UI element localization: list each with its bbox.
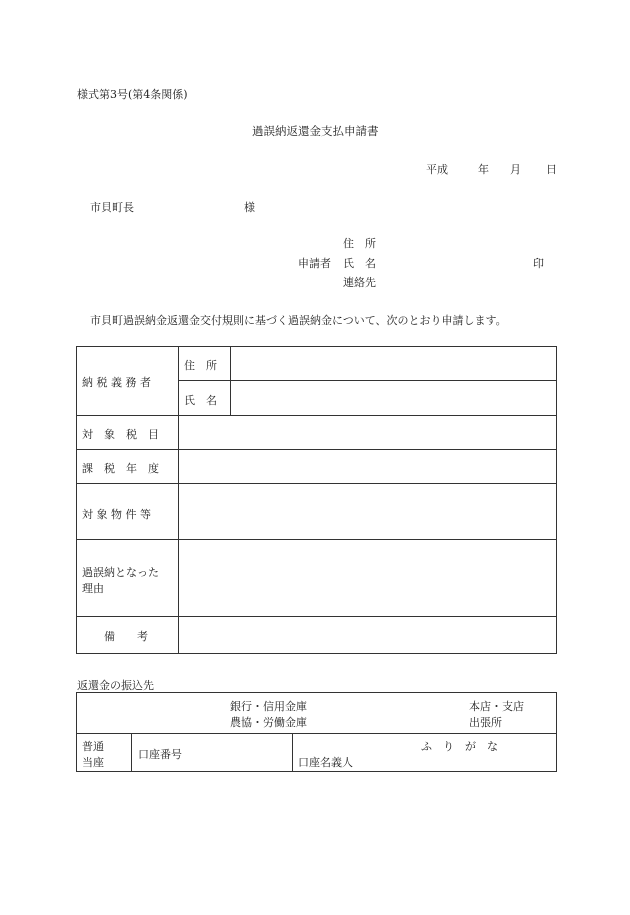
reason-label-line2: 理由 xyxy=(82,582,104,595)
page-title: 過誤納返還金支払申請書 xyxy=(252,124,379,138)
furigana-label: ふ り が な xyxy=(421,740,498,753)
account-number-label: 口座番号 xyxy=(138,748,182,761)
tax-item-label: 対 象 税 目 xyxy=(82,428,159,441)
account-type-line1: 普通 xyxy=(82,740,104,753)
date-era: 平成 xyxy=(426,163,448,176)
applicant-label: 申請者 xyxy=(298,257,331,270)
tax-item-field[interactable] xyxy=(180,417,555,448)
taxpayer-address-field[interactable] xyxy=(232,348,555,379)
applicant-address-label: 住 所 xyxy=(343,237,376,250)
applicant-name-label: 氏 名 xyxy=(343,257,376,270)
form-number: 様式第3号(第4条関係) xyxy=(77,88,188,101)
date-month: 月 xyxy=(510,163,521,176)
account-holder-field[interactable] xyxy=(360,735,554,770)
remarks-label: 備 考 xyxy=(104,630,148,643)
taxpayer-name-label: 氏 名 xyxy=(184,394,217,407)
tax-year-field[interactable] xyxy=(180,451,555,482)
taxpayer-address-label: 住 所 xyxy=(184,359,217,372)
branch-type-line2: 出張所 xyxy=(469,716,502,729)
account-type-line2: 当座 xyxy=(82,756,104,769)
honorific: 様 xyxy=(244,201,255,214)
applicant-contact-label: 連絡先 xyxy=(343,276,376,289)
property-label: 対 象 物 件 等 xyxy=(82,508,151,521)
addressee: 市貝町長 xyxy=(90,201,134,214)
reason-field[interactable] xyxy=(180,541,555,615)
tax-year-label: 課 税 年 度 xyxy=(82,462,159,475)
property-field[interactable] xyxy=(180,485,555,538)
taxpayer-name-field[interactable] xyxy=(232,382,555,414)
remarks-field[interactable] xyxy=(180,618,555,652)
date-year: 年 xyxy=(478,163,489,176)
intro-text: 市貝町過誤納金返還金交付規則に基づく過誤納金について、次のとおり申請します。 xyxy=(90,314,507,327)
branch-type-line1: 本店・支店 xyxy=(469,700,524,713)
reason-label-line1: 過誤納となった xyxy=(82,566,159,579)
date-day: 日 xyxy=(546,163,557,176)
account-holder-label: 口座名義人 xyxy=(298,756,353,769)
bank-type-line2: 農協・労働金庫 xyxy=(230,716,307,729)
bank-heading: 返還金の振込先 xyxy=(77,679,154,692)
seal-mark: 印 xyxy=(533,257,544,270)
bank-type-line1: 銀行・信用金庫 xyxy=(230,700,307,713)
taxpayer-label: 納 税 義 務 者 xyxy=(82,376,151,389)
account-number-field[interactable] xyxy=(190,735,290,770)
